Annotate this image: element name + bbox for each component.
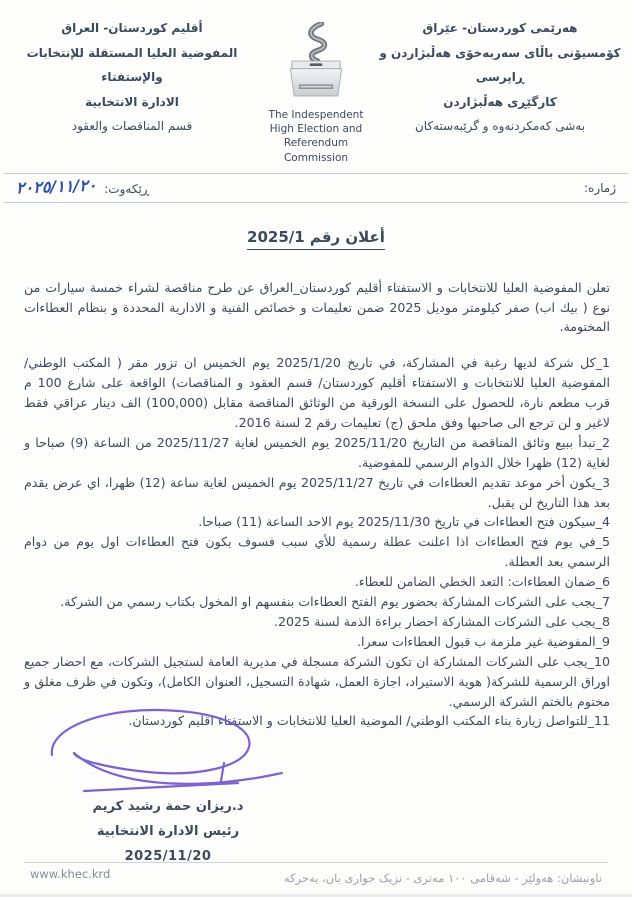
kurdish-directorate-line: کارگێڕی هەڵبژاردن xyxy=(443,94,557,109)
org-name-english xyxy=(258,108,374,165)
item-number: 9_ xyxy=(595,633,610,649)
list-item-8 xyxy=(24,612,610,632)
ballot-box-icon xyxy=(281,85,351,104)
letterhead xyxy=(0,0,632,165)
date-label: ڕێکەوت: xyxy=(104,182,150,197)
kurdish-region-line: هەرێمی کوردستان- عێراق xyxy=(422,21,578,35)
footer xyxy=(30,867,602,893)
item-number: 5_ xyxy=(595,534,610,550)
header-divider-bottom xyxy=(4,202,628,203)
item-number: 6_ xyxy=(595,574,610,590)
item-number: 8_ xyxy=(595,613,610,629)
list-item-9 xyxy=(24,632,610,652)
item-text: للتواصل زيارة بناء المكتب الوطني/ الموضية العليا للانتخابات و الاستفتاء اقليم كوردستان. xyxy=(128,713,588,729)
item-text: سيكون فتح العطاءات في تاريخ 2025/11/30 يوم الاحد الساعة (11) صباحا. xyxy=(198,514,596,530)
list-item-4 xyxy=(24,512,610,532)
meta-row xyxy=(0,174,632,202)
intro-paragraph: تعلن المفوضية العليا للانتخابات و الاستفتاء أقليم كوردستان_العراق عن طرح مناقصة لشراء خمسة سيارات من نوع ( بيك اب) صفر كيلومتر موديل 2025 ضمن تعليمات و خصائص الفنية و الادارية المحددة و بنظام العطاءات المختومة. xyxy=(24,279,611,335)
list-item-5 xyxy=(24,532,610,572)
letterhead-kurdish-block xyxy=(374,16,626,139)
letterhead-center xyxy=(258,16,374,165)
address-text: ناونیشان: هەولێر - شەقامی ١٠٠ مەتری - نزیک حواری بان، بەحرکە xyxy=(283,871,602,885)
item-text: يجب على الشركات المشاركة احضار براءة الذمة لسنة 2025. xyxy=(274,613,596,629)
org-en-line2: High Election and xyxy=(269,123,363,136)
letterhead-arabic-block xyxy=(6,16,258,139)
item-text: يجب على الشركات المشاركة بحضور يوم الفتح العطاءات بنفسهم او المخول بكتاب رسمي من الشركة. xyxy=(60,594,596,610)
title-wrap xyxy=(0,227,632,250)
item-number: 11_ xyxy=(587,713,610,729)
item-text: المفوضية غير ملزمة ب قبول العطاءات سعرا. xyxy=(356,633,596,649)
arabic-region-line: أقليم كوردستان- العراق xyxy=(61,21,203,35)
item-text: كل شركة لديها رغبة في المشاركة، في تاريخ 2025/1/20 يوم الخميس ان تزور مقر ( المكتب الوطني/ المفوضية العليا للانتخابات و الاستفتاء أقليم كوردستان/ قسم العقود و المناقصات) الواقعة على شارع 100 م قرب مطعم نارة، للحصول على النسخة الورقية من الوثائق المناقصة مقابل (100,000) الف دينار عراقي فقط لاغير و لن ترجع الى صاحبها وفق ملحق (ج) تعليمات رقم 2 لسنة 2016. xyxy=(24,355,610,431)
page-title: أعلان رقم 2025/1 xyxy=(247,228,385,250)
handwritten-date: ٢٠٢٥/١١/٢٠ xyxy=(15,175,97,198)
document-body xyxy=(0,278,632,732)
list-item-10 xyxy=(24,652,610,712)
signatory xyxy=(58,795,278,869)
item-text: في يوم فتح العطاءات اذا اعلنت عطلة رسمية للأي سبب فسوف يكون فتح العطاءات اول يوم من دوام الرسمي بعد العطلة. xyxy=(24,534,610,570)
org-en-line1: The Indespendent xyxy=(268,109,364,121)
list-item-2 xyxy=(24,433,610,473)
kurdish-department-line: بەشی کەمکردنەوە و گرێبەستەکان xyxy=(414,119,586,134)
footer-divider xyxy=(24,862,608,863)
list-item-7 xyxy=(24,592,610,612)
item-number: 1_ xyxy=(595,355,610,371)
item-number: 3_ xyxy=(595,474,610,490)
signatory-date: 2025/11/20 xyxy=(124,848,212,864)
kurdish-commission-line: کۆمسیۆنی باڵای سەربەخۆی هەڵبژاردن و ڕاپرسی xyxy=(379,45,621,85)
item-number: 7_ xyxy=(595,594,610,610)
website-url: www.khec.krd xyxy=(30,867,111,881)
list-item-3 xyxy=(24,473,610,513)
list-item-1 xyxy=(24,353,610,433)
item-number: 4_ xyxy=(595,514,610,530)
item-number: 10_ xyxy=(587,653,610,669)
signatory-role: رئيس الادارة الانتخابية xyxy=(96,823,240,839)
signatory-name: د.ريزان حمة رشيد كريم xyxy=(92,799,244,815)
item-text: يكون أخر موعد تقديم العطاءات في تاريخ 2025/11/27 يوم الخميس لغاية ساعة (12) ظهرا، اي عرض يقدم بعد هذا التاريخ لن يقبل. xyxy=(24,474,610,510)
item-text: ضمان العطاءات: التعد الخطي الضامن للعطاء. xyxy=(354,574,596,590)
list-item-11 xyxy=(24,711,610,731)
arabic-department-line: قسم المناقصات والعقود xyxy=(71,119,193,134)
arabic-commission-line: المفوضية العليا المستقلة للإنتخابات والإستفتاء xyxy=(26,45,238,85)
document-date xyxy=(15,175,150,198)
item-text: يجب على الشركات المشاركة ان تكون الشركة مسجلة في مديرية العامة لستجيل الشركات، مع احضار جميع اوراق الرسمية للشركة( هوية الاستيراد، اجازة العمل، شهادة التسجيل، العنوان الكامل)، وتكون في ظرف مغلق و مختوم بالختم الشركة الرسمي. xyxy=(24,653,610,709)
org-en-line3: Referendum Commission xyxy=(283,137,349,164)
arabic-directorate-line: الادارة الانتخابية xyxy=(85,94,179,109)
document-number-label: ژمارە: xyxy=(583,180,616,195)
item-number: 2_ xyxy=(595,434,610,450)
list-item-6 xyxy=(24,572,610,592)
item-text: تبدأ ببيع وثائق المناقصة من التاريخ 2025/11/20 يوم الخميس لغاية 2025/11/27 من الساعة (9) صباحا و لغاية (12) ظهرا خلال الدوام الرسمي للمفوضية. xyxy=(24,434,610,470)
